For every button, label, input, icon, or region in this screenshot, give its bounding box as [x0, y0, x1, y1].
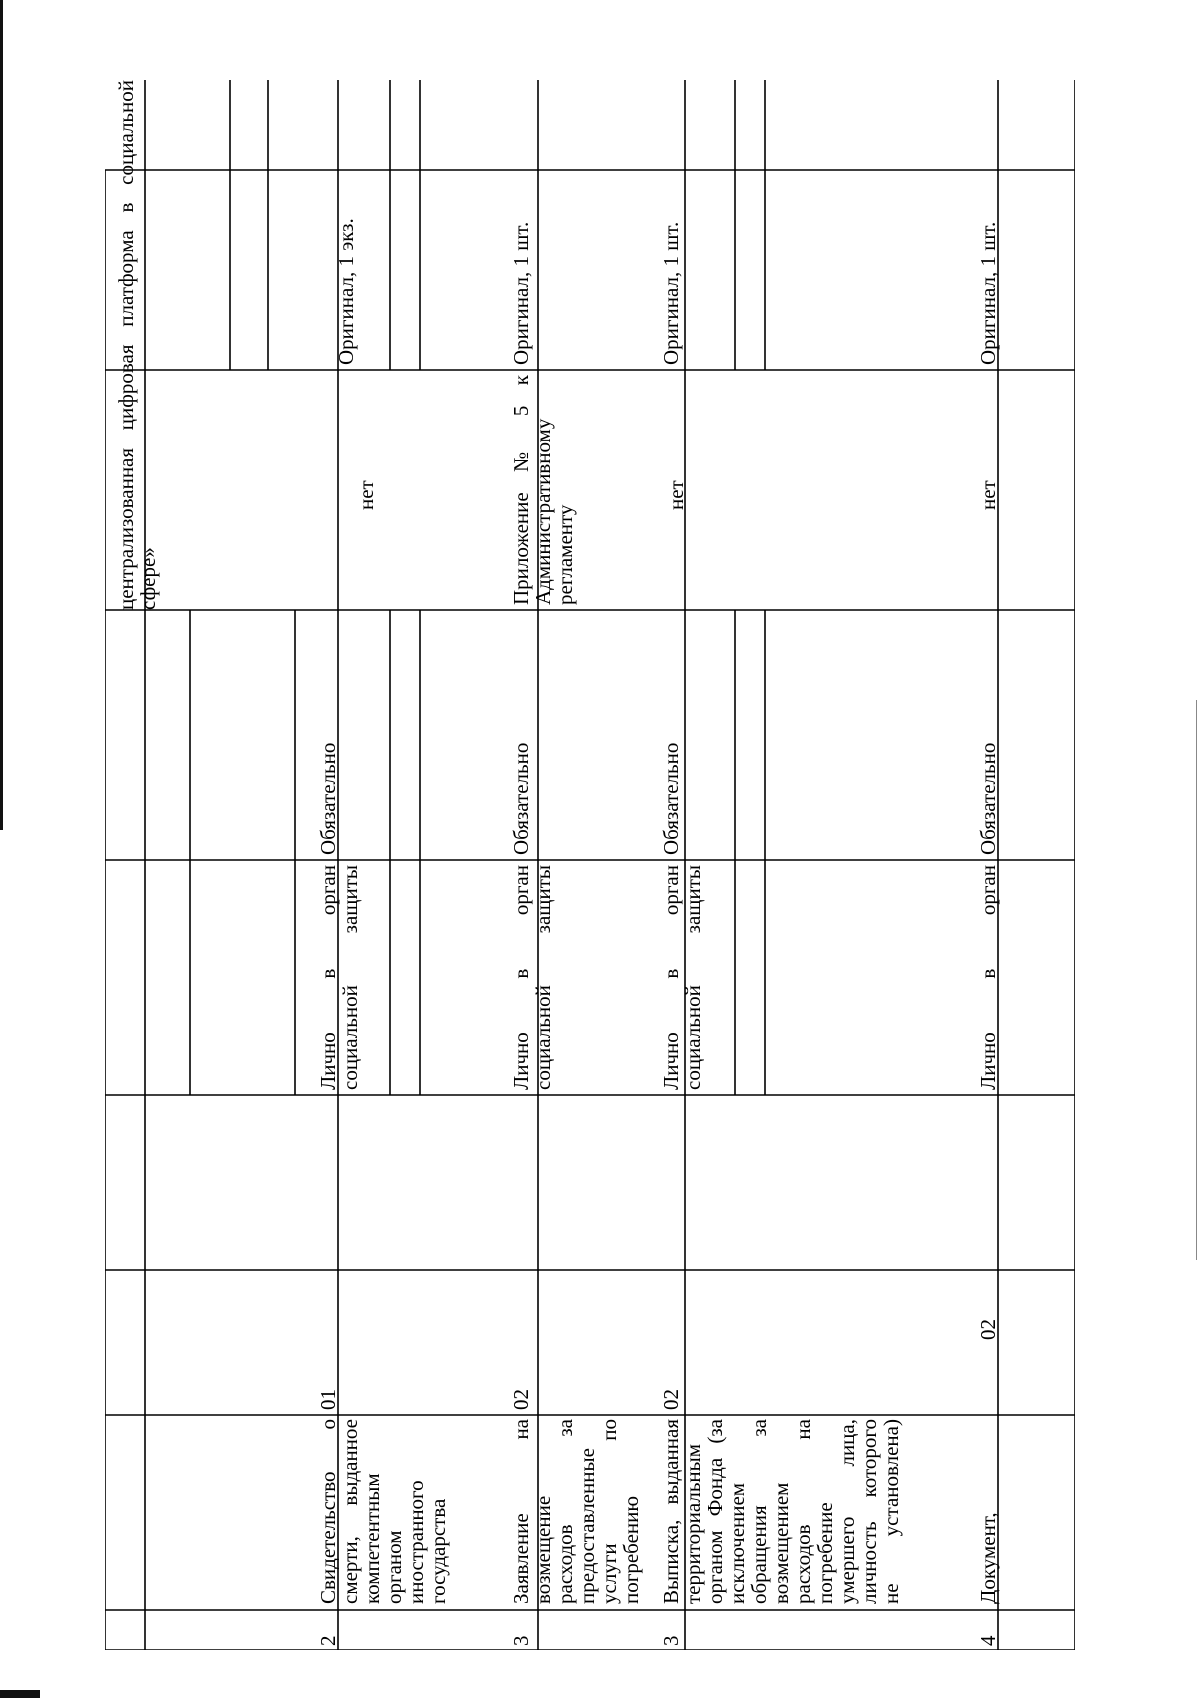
submission-method: Лично в орган социальной защиты: [316, 865, 362, 1090]
document-code: 02: [976, 1319, 1000, 1340]
form-template: Приложение № 5 к Административному регламенту: [509, 375, 577, 605]
document-name: Документ,: [976, 1512, 1000, 1604]
table-grid-lines: [105, 80, 1075, 1650]
requirement: Обязательно: [316, 742, 340, 855]
document-name: Заявление на возмещение расходов за предоставленные услуги по погребению: [509, 1419, 643, 1604]
copies: Оригинал, 1 шт.: [659, 221, 683, 365]
document-code: 02: [509, 1389, 533, 1410]
row-number: 3: [659, 1635, 683, 1646]
scan-edge-left: [0, 0, 3, 830]
submission-method: Лично в орган социальной защиты: [509, 865, 555, 1090]
form-template: нет: [664, 480, 688, 510]
document-code: 01: [316, 1389, 340, 1410]
submission-method: Лично в орган социальной защиты: [659, 865, 705, 1090]
scan-edge-bottom: [0, 1690, 40, 1698]
copies: Оригинал, 1 шт.: [976, 221, 1000, 365]
platform-text: централизованная цифровая платформа в социальной сфере»: [114, 80, 160, 610]
row-number: 2: [316, 1635, 340, 1646]
row-number: 3: [509, 1635, 533, 1646]
document-name: Свидетельство о смерти, выданное компетентным органом иностранного государства: [316, 1419, 450, 1604]
form-template: нет: [354, 480, 378, 510]
row-number: 4: [976, 1635, 1000, 1646]
rotated-document-table: [105, 80, 1075, 1650]
document-code: 02: [659, 1389, 683, 1410]
requirement: Обязательно: [659, 742, 683, 855]
copies: Оригинал, 1 экз.: [334, 218, 358, 365]
requirement: Обязательно: [509, 742, 533, 855]
scan-edge-right: [1196, 700, 1197, 1260]
requirement: Обязательно: [976, 742, 1000, 855]
submission-method: Лично в орган: [976, 865, 1000, 1090]
copies: Оригинал, 1 шт.: [509, 221, 533, 365]
document-name: Выписка, выданная территориальным органом Фонда (за исключением обращения за возмещением расходов на погребение умершего лица, личность которого не установлена): [659, 1419, 903, 1604]
form-template: нет: [976, 480, 1000, 510]
